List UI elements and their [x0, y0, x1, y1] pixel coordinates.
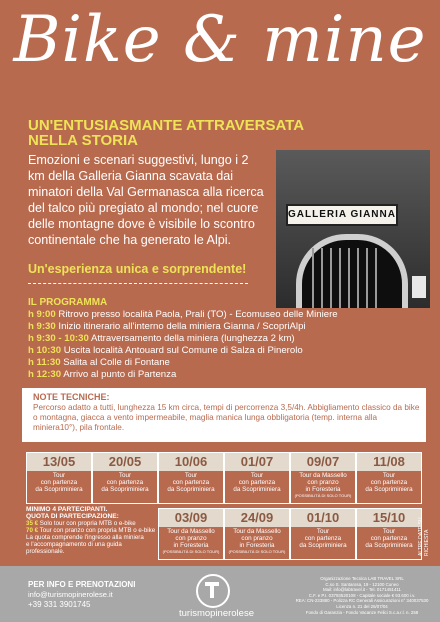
notes-title: NOTE TECNICHE:: [33, 392, 110, 402]
date-label: 03/09: [159, 509, 223, 527]
organization-info: Organizzazione Tecnica LAB TRAVEL SRL C.so S. Santarosa, 19 - 12100 Cuneo Mail: info@labtravel.it - Tel. 0171451411 C.F. e P.I. 03793520108 - Capitale sociale € 93.600 i.v. REA: CN-233880 - Polizza RC Generali Assicurazioni n° 340037530 Licenza n. 21 del 26/07/04 Fondo di Garanzia - Fondo Vacanze Felici S.c.a.r.l. n. 258: [295, 576, 429, 615]
logo-name: turismopinerolese: [179, 608, 254, 619]
programma-item: h 9:30 - 10:30 Attraversamento della miniera (lunghezza 2 km): [28, 333, 295, 344]
programma-item: h 10:30 Uscita località Antouard sul Comune di Salza di Pinerolo: [28, 345, 303, 356]
programma-list: [28, 309, 428, 381]
tagline: Un'esperienza unica e sorprendente!: [28, 262, 247, 276]
dashed-divider: [28, 283, 248, 284]
notes-box: [22, 388, 426, 442]
date-label: 09/07: [291, 453, 355, 471]
programma-title: IL PROGRAMMA: [28, 297, 108, 308]
date-label: 15/10: [357, 509, 421, 527]
tunnel-gate: [312, 248, 380, 308]
galleria-sign: GALLERIA GIANNA: [286, 204, 398, 226]
intro-paragraph: Emozioni e scenari suggestivi, lungo i 2 km della Galleria Gianna scavata dai minatori della Val Germanasca alla ricerca del talco più pregiato al mondo; nel cuore delle montagne dove è visibile lo scontro continentale che ha generato le Alpi.: [28, 153, 264, 247]
date-label: 01/10: [291, 509, 355, 527]
date-label: 20/05: [93, 453, 157, 471]
date-card: 10/06 Tour con partenza da Scopriminiera: [158, 452, 224, 504]
page-title: Bike & mine: [13, 3, 427, 77]
mine-entrance-photo: [276, 150, 430, 308]
date-card: 01/10 Tour con partenza da Scopriminiera: [290, 508, 356, 560]
date-card: 20/05 Tour con partenza da Scopriminiera: [92, 452, 158, 504]
date-card: 09/07 Tour da Massello con pranzo in Foresteria (POSSIBILITÀ DI SOLO TOUR): [290, 452, 356, 504]
footer: [0, 566, 440, 622]
date-card: 13/05 Tour con partenza da Scopriminiera: [26, 452, 92, 504]
date-label: 11/08: [357, 453, 421, 471]
date-card: 11/08 Tour con partenza da Scopriminiera: [356, 452, 422, 504]
date-label: 01/07: [225, 453, 289, 471]
pricing-info: MINIMO 4 PARTECIPANTI. QUOTA DI PARTECIPAZIONE: 35 € Solo tour con propria MTB o e-bike 70 € Tour con pranzo con propria MTB o e-bike La quota comprende l'ingresso alla miniera e l'accompagnamento di una guida professionale.: [26, 506, 156, 555]
headline: UN'ENTUSIASMANTE ATTRAVERSATA NELLA STORIA: [28, 117, 304, 149]
programma-item: h 9:00 Ritrovo presso località Paola, Prali (TO) - Ecomuseo delle Miniere: [28, 309, 338, 320]
contact-title: PER INFO E PRENOTAZIONI: [28, 580, 136, 589]
contact-phone[interactable]: +39 331 3901745: [28, 600, 91, 609]
programma-item: h 11:30 Salita al Colle di Fontane: [28, 357, 170, 368]
contact-email[interactable]: info@turismopinerolese.it: [28, 590, 113, 599]
date-label: 13/05: [27, 453, 91, 471]
programma-item: h 9:30 Inizio itinerario all'interno della miniera Gianna / ScopriAlpi: [28, 321, 306, 332]
date-label: 10/06: [159, 453, 223, 471]
date-label: 24/09: [225, 509, 289, 527]
programma-item: h 12:30 Arrivo al punto di Partenza: [28, 369, 177, 380]
date-card: 24/09 Tour da Massello con pranzo in Foresteria (POSSIBILITÀ DI SOLO TOUR): [224, 508, 290, 560]
tp-logo-icon: [196, 574, 230, 608]
date-card: 01/07 Tour con partenza da Scopriminiera: [224, 452, 290, 504]
date-card: 15/10 Tour con partenza da Scopriminiera: [356, 508, 422, 560]
notes-text: Percorso adatto a tutti, lunghezza 15 km circa, tempi di percorrenza 3,5/4h. Abbigliamento classico da bike o montagna, giacca a vento impermeabile, maglia manica lunga obbligatoria (temp. interna alla miniera10°), pila frontale.: [33, 403, 420, 432]
info-panel: [412, 276, 426, 298]
date-card: 03/09 Tour da Massello con pranzo in Foresteria (POSSIBILITÀ DI SOLO TOUR): [158, 508, 224, 560]
other-dates-note: ALTRE DATE SU RICHIESTA: [418, 517, 430, 556]
